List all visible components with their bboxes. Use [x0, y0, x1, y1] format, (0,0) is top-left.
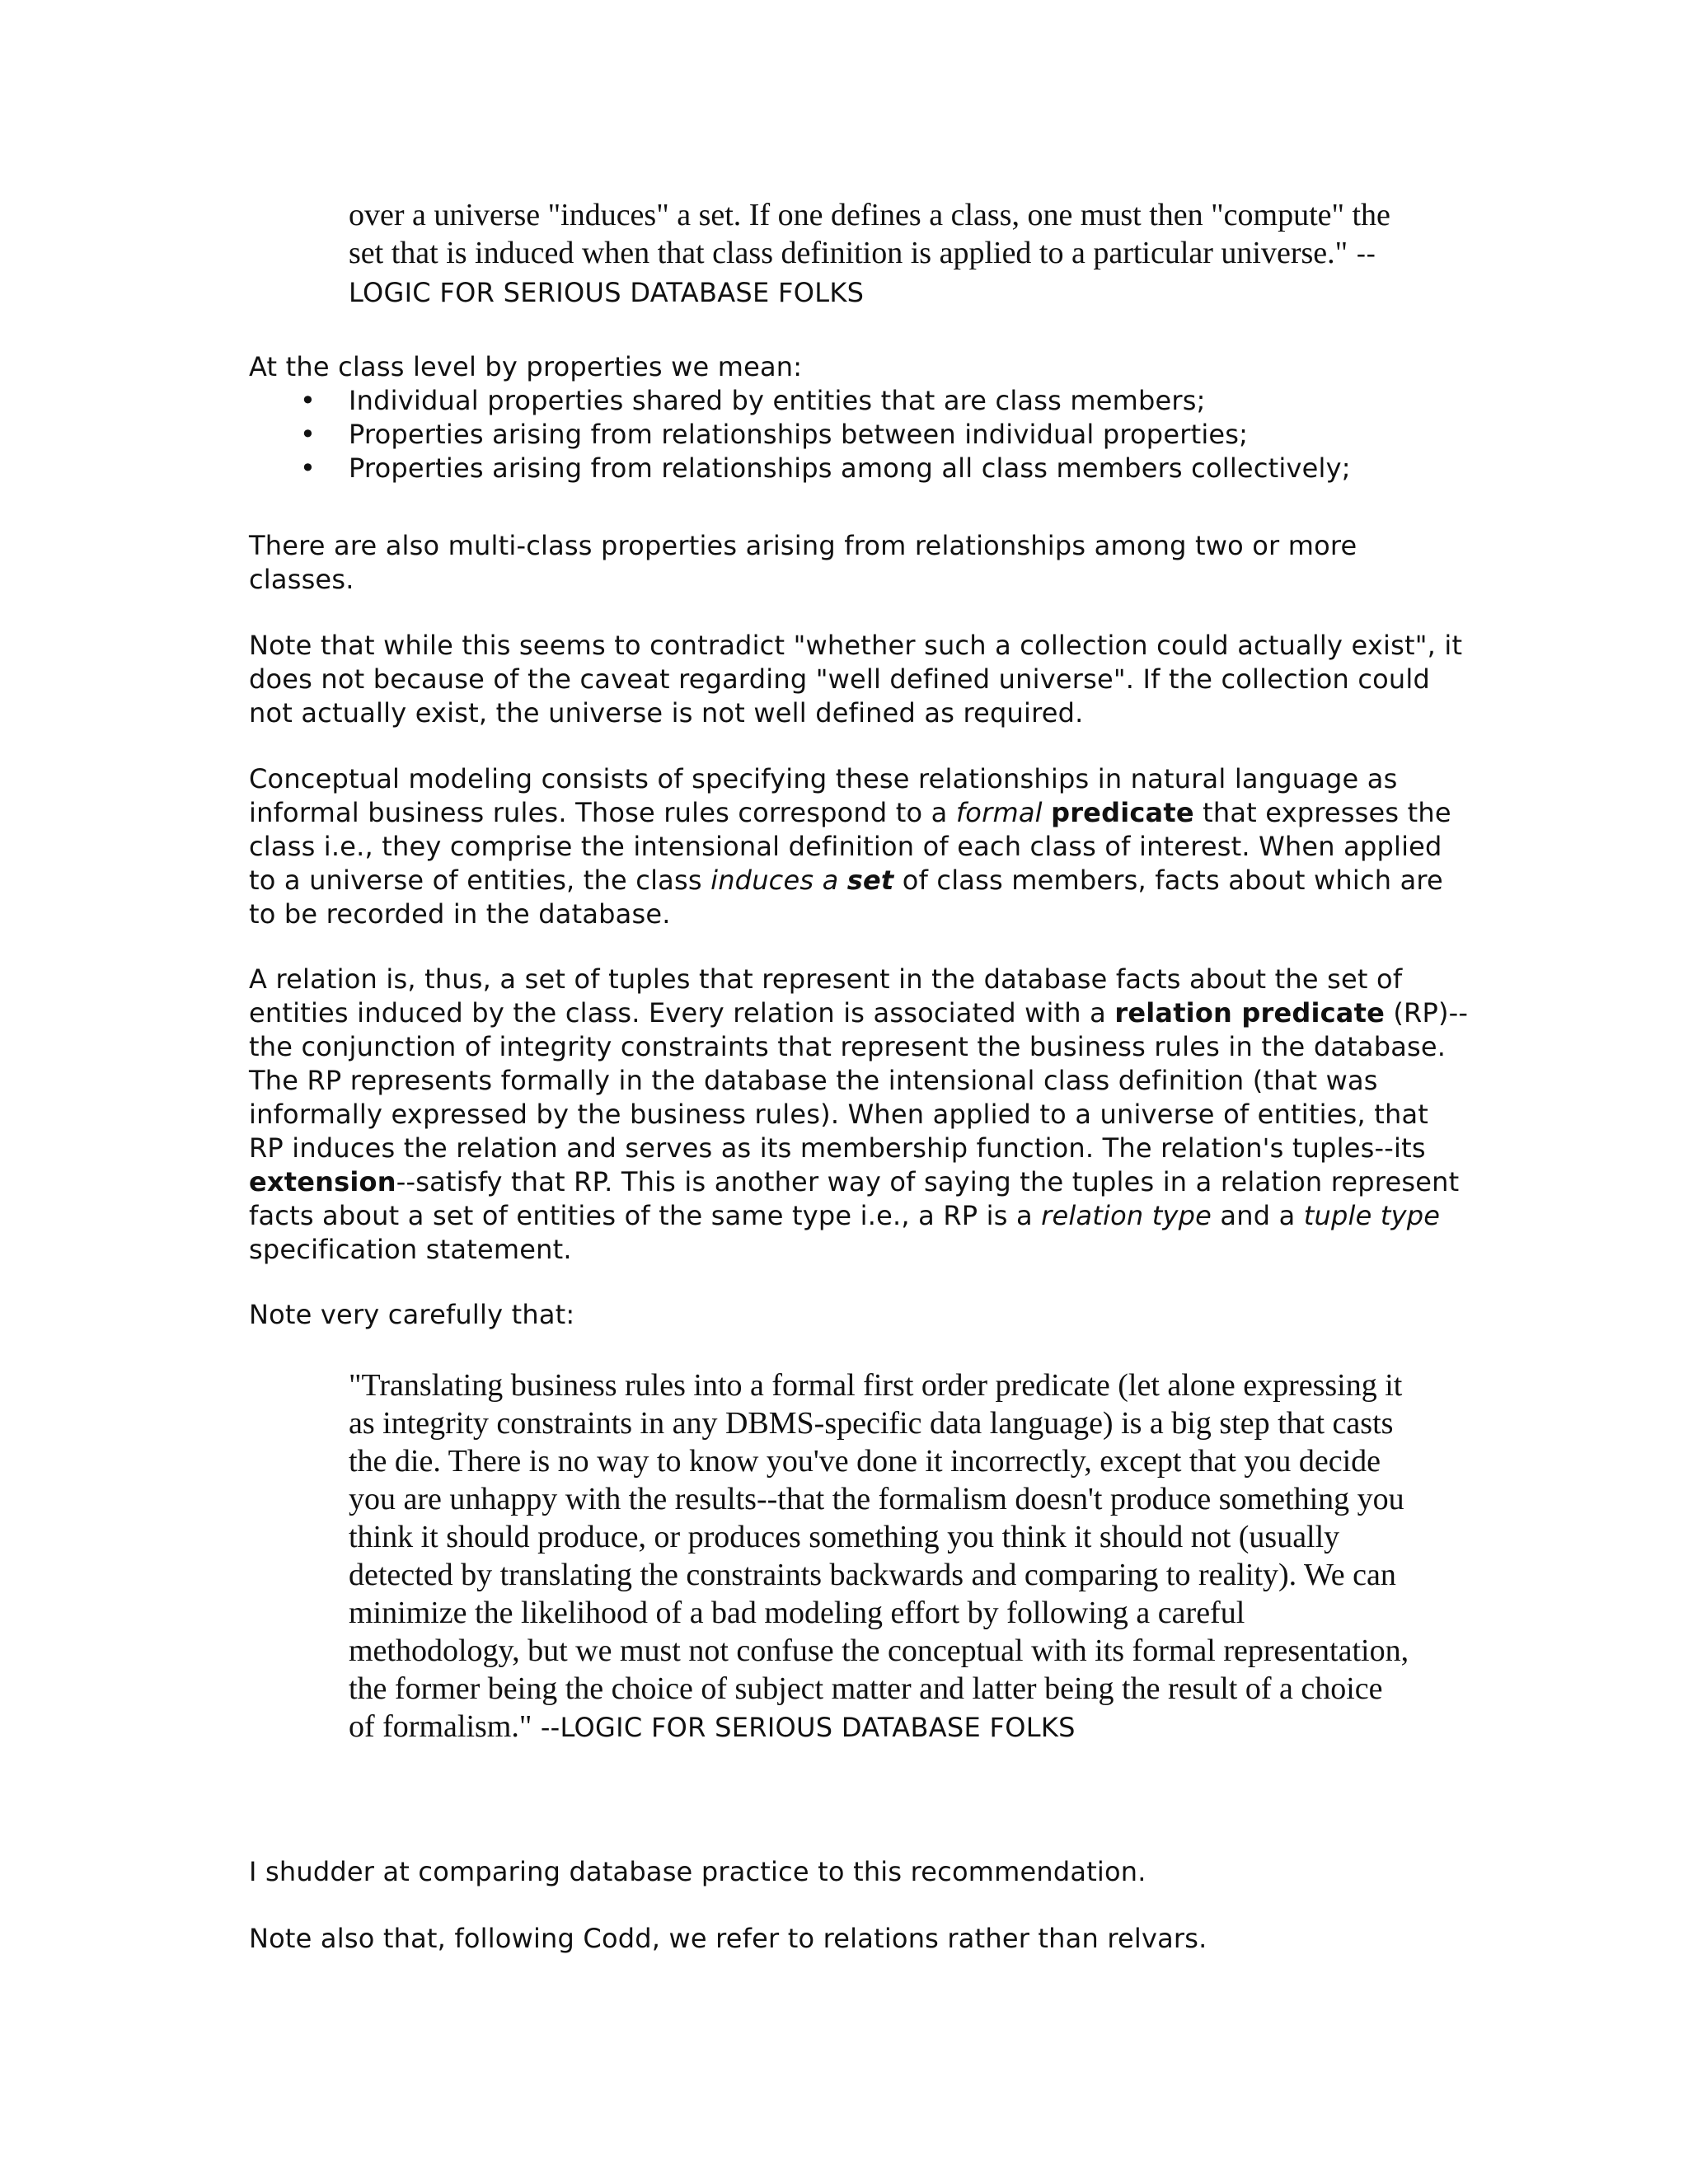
- quote-source: --LOGIC FOR SERIOUS DATABASE FOLKS: [349, 238, 1376, 308]
- strong-emphasis-set: set: [846, 865, 894, 896]
- list-item: [249, 418, 1469, 452]
- emphasis-formal: formal: [955, 797, 1043, 828]
- text-run: and a: [1212, 1200, 1304, 1231]
- text-run: that expresses the class i.e., they comprise the intensional definition of each class of interest. When applied to a universe of entities, the class: [249, 797, 1451, 896]
- paragraph-codd: Note also that, following Codd, we refer to relations rather than relvars.: [249, 1923, 1207, 1954]
- list-item-text: Properties arising from relationships between individual properties;: [349, 419, 1249, 450]
- block-quote: [349, 1366, 1412, 1746]
- emphasis-tuple-type: tuple type: [1303, 1200, 1441, 1231]
- list-item: [249, 384, 1469, 418]
- text-run: A relation is, thus, a set of tuples that represent in the database facts about the set of entities induced by the class. Every relation is associated with a: [249, 963, 1403, 1029]
- paragraph-note-caveat: Note that while this seems to contradict "whether such a collection could actually exist", it does not because of the caveat regarding "well defined universe". If the collection could not actually exist, the universe is not well defined as required.: [249, 630, 1463, 729]
- quote-continuation: [349, 196, 1412, 312]
- bullet-icon: •: [300, 419, 316, 450]
- bullet-icon: •: [300, 452, 316, 484]
- text-run: of class members, facts about which are to be recorded in the database.: [249, 865, 1443, 930]
- list-item-text: Individual properties shared by entities that are class members;: [349, 385, 1206, 416]
- paragraph-note-carefully: Note very carefully that:: [249, 1299, 575, 1330]
- quote-text: "Translating business rules into a formal first order predicate (let alone expressing it as integrity constraints in any DBMS-specific data language) is a big step that casts the die. There is no way to know you've done it incorrectly, except that you decide you are unhappy with the results--that the formalism doesn't produce something you think it should produce, or produces something you think it should not (usually detected by translating the constraints backwards and comparing to reality). We can minimize the likelihood of a bad modeling effort by following a careful methodology, but we must not confuse the conceptual with its formal representation, the former being the choice of subject matter and latter being the result of a choice of formalism.": [349, 1368, 1409, 1744]
- strong-relation-predicate: relation predicate: [1114, 997, 1385, 1029]
- bullet-icon: •: [300, 385, 316, 416]
- strong-extension: extension: [249, 1166, 396, 1197]
- paragraph-conceptual-modeling: [249, 762, 1469, 931]
- list-item-text: Properties arising from relationships among all class members collectively;: [349, 452, 1351, 484]
- list-item: [249, 452, 1469, 485]
- text-run: [1043, 797, 1051, 828]
- text-run: (RP)--the conjunction of integrity constraints that represent the business rules in the database. The RP represents formally in the database the intensional class definition (that was informally expressed by the business rules). When applied to a universe of entities, that RP induces the relation and serves as its membership function. The relation's tuples--its: [249, 997, 1469, 1164]
- paragraph-multiclass: There are also multi-class properties arising from relationships among two or more classes.: [249, 530, 1357, 595]
- text-run: --satisfy that RP. This is another way of saying the tuples in a relation represent facts about a set of entities of the same type i.e., a RP is a: [249, 1166, 1460, 1231]
- quote-source: --LOGIC FOR SERIOUS DATABASE FOLKS: [532, 1712, 1076, 1743]
- paragraph-relation: [249, 963, 1469, 1267]
- text-run: Conceptual modeling consists of specifying these relationships in natural language as informal business rules. Those rules correspond to a: [249, 763, 1398, 828]
- strong-predicate: predicate: [1051, 797, 1194, 828]
- quote-text: over a universe "induces" a set. If one defines a class, one must then "compute" the set that is induced when that class definition is applied to a particular universe.": [349, 198, 1390, 270]
- text-run: specification statement.: [249, 1234, 572, 1265]
- paragraph-shudder: I shudder at comparing database practice to this recommendation.: [249, 1856, 1146, 1887]
- properties-list: [249, 384, 1469, 485]
- properties-intro: At the class level by properties we mean:: [249, 351, 803, 382]
- emphasis-relation-type: relation type: [1041, 1200, 1212, 1231]
- emphasis-induces: induces a: [710, 865, 847, 896]
